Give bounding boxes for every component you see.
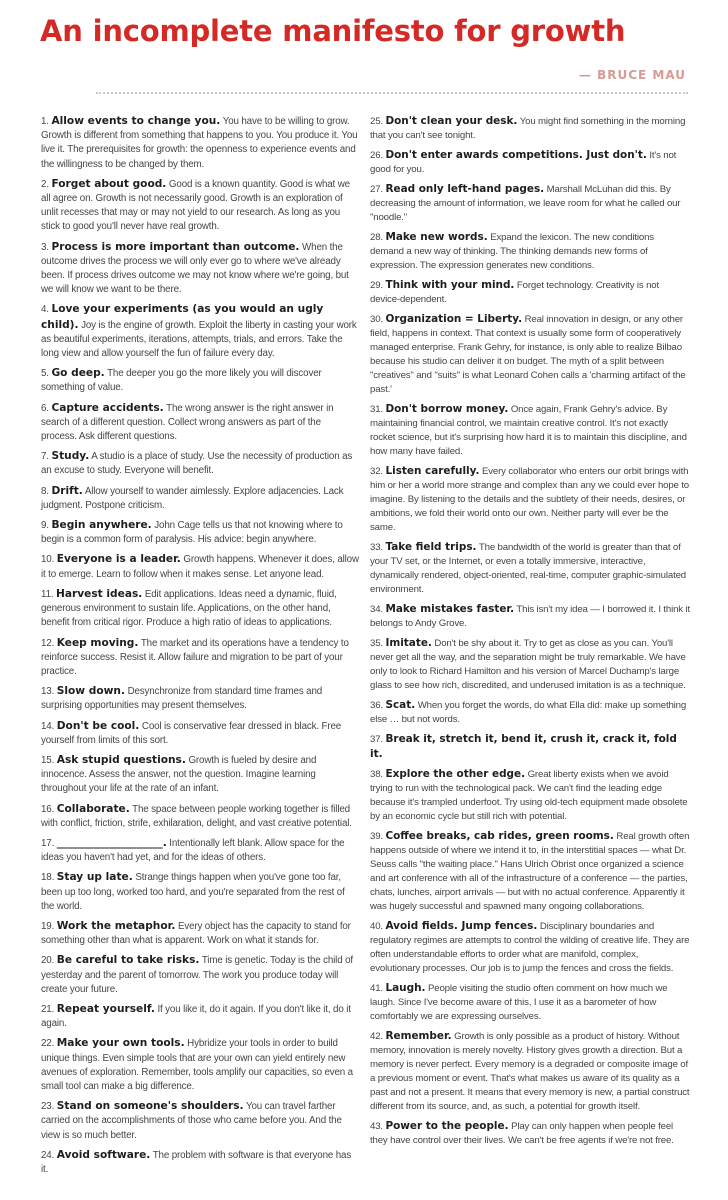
item-heading: Explore the other edge. xyxy=(385,768,526,780)
item-body: Intentionally left blank. Allow space for the ideas you haven't had yet, and for the ideas of others. xyxy=(41,837,345,864)
item-body: A studio is a place of study. Use the necessity of production as an excuse to study. Everyone will benefit. xyxy=(41,451,353,477)
manifesto-item xyxy=(370,230,690,273)
item-heading: Take field trips. xyxy=(385,541,477,553)
item-heading: Stay up late. xyxy=(56,871,133,884)
item-heading: Begin anywhere. xyxy=(51,519,152,532)
item-number: 27. xyxy=(370,184,383,195)
manifesto-item xyxy=(41,1002,359,1031)
item-heading: Make new words. xyxy=(385,231,488,243)
item-number: 43. xyxy=(370,1121,383,1132)
manifesto-item xyxy=(41,719,359,748)
item-heading: Stand on someone's shoulders. xyxy=(56,1100,244,1113)
item-body: The problem with software is that everyone has it. xyxy=(41,1149,352,1175)
item-body: When the outcome drives the process we will only ever go to where we've already been. If process drives outcome we may not know where we're going, but we will know we want to be there. xyxy=(41,241,349,296)
manifesto-item xyxy=(370,602,690,631)
manifesto-item xyxy=(41,1148,359,1177)
item-body: If you like it, do it again. If you don't like it, do it again. xyxy=(41,1003,351,1030)
item-body: This isn't my idea — I borrowed it. I think it belongs to Andy Grove. xyxy=(370,604,691,629)
item-number: 33. xyxy=(370,542,383,553)
manifesto-item xyxy=(41,587,359,631)
manifesto-item xyxy=(41,1099,359,1143)
item-heading: Remember. xyxy=(385,1030,452,1042)
item-heading: Power to the people. xyxy=(385,1120,509,1132)
item-heading: Organization = Liberty. xyxy=(385,313,523,325)
manifesto-item xyxy=(370,636,690,693)
item-body: Don't be shy about it. Try to get as close as you can. You'll never get all the way, and the separation might be truly remarkable. We have only to look to Richard Hamilton and his version of Marcel Duchamp's large glass to see how rich, discredited, and underused imitation is as a technique. xyxy=(370,638,686,691)
manifesto-item xyxy=(370,312,690,397)
manifesto-item xyxy=(41,1036,359,1094)
manifesto-item xyxy=(370,1119,690,1148)
item-body: Joy is the engine of growth. Exploit the liberty in casting your work as beautiful experiments, iterations, attempts, trials, and errors. Take the long view and allow yourself the fun of failure every day. xyxy=(41,319,357,360)
item-number: 22. xyxy=(41,1038,55,1050)
item-number: 13. xyxy=(41,686,55,698)
item-heading: Don't enter awards competitions. Just don't. xyxy=(385,149,647,161)
manifesto-item xyxy=(370,829,690,914)
manifesto-item xyxy=(370,981,690,1024)
item-heading: Go deep. xyxy=(51,367,105,380)
manifesto-item xyxy=(370,182,690,225)
item-number: 34. xyxy=(370,604,383,615)
left-column xyxy=(41,114,359,1182)
item-number: 28. xyxy=(370,232,383,243)
item-body: Real innovation in design, or any other field, happens in context. That context is usually some form of cooperatively managed enterprise. Frank Gehry, for instance, is only able to realize Bilbao because his studio can deliver it on budget. The myth of a split between "creatives" and "suits" is what Leonard Cohen calls a 'charming artifact of the past.' xyxy=(370,314,686,395)
item-heading: ____________________. xyxy=(56,836,167,849)
item-body: The wrong answer is the right answer in search of a different question. Collect wrong answers as part of the process. Ask different questions. xyxy=(41,402,334,443)
item-number: 9. xyxy=(41,520,49,532)
item-body: John Cage tells us that not knowing where to begin is a common form of paralysis. His advice: begin anywhere. xyxy=(41,520,343,546)
item-number: 14. xyxy=(41,720,55,732)
item-heading: Avoid software. xyxy=(56,1148,151,1161)
item-number: 1. xyxy=(41,116,49,127)
item-number: 32. xyxy=(370,466,383,477)
manifesto-item xyxy=(41,870,359,914)
item-body: Strange things happen when you've gone too far, been up too long, worked too hard, and you're separated from the rest of the world. xyxy=(41,872,345,912)
item-number: 26. xyxy=(370,150,383,161)
item-body: Expand the lexicon. The new conditions demand a new way of thinking. The thinking demands new forms of expression. The expression generates new conditions. xyxy=(370,232,654,271)
item-heading: Scat. xyxy=(385,699,416,711)
item-heading: Don't be cool. xyxy=(56,719,140,732)
item-heading: Drift. xyxy=(51,484,83,497)
item-number: 36. xyxy=(370,700,383,711)
item-heading: Don't clean your desk. xyxy=(385,115,518,127)
item-number: 20. xyxy=(41,955,55,967)
item-body: When you forget the words, do what Ella did: make up something else … but not words. xyxy=(370,700,687,725)
item-heading: Slow down. xyxy=(56,685,125,698)
item-heading: Laugh. xyxy=(385,982,426,994)
item-body: Edit applications. Ideas need a dynamic, fluid, generous environment to sustain life. Applications, on the other hand, benefit from critical rigor. Produce a high ratio of ideas to applications. xyxy=(41,588,337,629)
manifesto-item xyxy=(370,148,690,177)
item-number: 4. xyxy=(41,304,49,316)
item-number: 21. xyxy=(41,1003,55,1015)
item-number: 40. xyxy=(370,921,383,932)
item-body: Great liberty exists when we avoid trying to run with the technological pack. We can't find the leading edge because it's trampled underfoot. Try using old-tech equipment made obsolete by an economic cycle but still rich with potential. xyxy=(370,769,688,822)
manifesto-item xyxy=(370,698,690,727)
item-body: It's not good for you. xyxy=(370,150,677,175)
item-number: 19. xyxy=(41,920,55,932)
item-body: Real growth often happens outside of where we intend it to, in the interstitial spaces — what Dr. Seuss calls "the waiting place." Hans Ulrich Obrist once organized a science and art conference with all of the infrastructure of a conference — the parties, chats, lunches, airport arrivals — but with no actual conference. Apparently it was hugely successful and spawned many ongoing collaborations. xyxy=(370,831,690,912)
item-number: 2. xyxy=(41,178,49,190)
manifesto-item xyxy=(41,636,359,680)
manifesto-item xyxy=(370,767,690,824)
item-number: 23. xyxy=(41,1101,55,1113)
manifesto-item xyxy=(370,278,690,307)
manifesto-item xyxy=(41,401,359,445)
item-heading: Think with your mind. xyxy=(385,279,515,291)
item-body: The deeper you go the more likely you will discover something of value. xyxy=(41,368,322,394)
item-heading: Harvest ideas. xyxy=(56,587,143,600)
manifesto-item xyxy=(370,540,690,597)
item-number: 25. xyxy=(370,116,383,127)
item-number: 41. xyxy=(370,983,383,994)
item-body: Hybridize your tools in order to build unique things. Even simple tools that are your own can yield entirely new avenues of exploration. Remember, tools amplify our capacities, so even a small tool can make a big difference. xyxy=(41,1038,353,1092)
manifesto-item xyxy=(41,366,359,395)
item-body: The space between people working together is filled with conflict, friction, strife, exhilaration, delight, and vast creative potential. xyxy=(41,803,352,829)
item-number: 15. xyxy=(41,754,55,766)
item-heading: Coffee breaks, cab rides, green rooms. xyxy=(385,830,614,842)
item-heading: Avoid fields. Jump fences. xyxy=(385,920,538,932)
item-body: Desynchronize from standard time frames and surprising opportunities may present themselves. xyxy=(41,686,323,712)
item-heading: Collaborate. xyxy=(56,802,130,815)
item-heading: Capture accidents. xyxy=(51,401,164,414)
item-number: 18. xyxy=(41,872,55,884)
item-heading: Read only left-hand pages. xyxy=(385,183,545,195)
item-number: 35. xyxy=(370,638,383,649)
manifesto-item xyxy=(41,240,359,298)
item-number: 10. xyxy=(41,554,55,566)
item-number: 31. xyxy=(370,404,383,415)
page-title: An incomplete manifesto for growth xyxy=(40,14,626,48)
right-column xyxy=(370,114,690,1153)
item-number: 38. xyxy=(370,769,383,780)
item-heading: Forget about good. xyxy=(51,177,167,190)
manifesto-item xyxy=(41,552,359,581)
item-body: Cool is conservative fear dressed in black. Free yourself from limits of this sort. xyxy=(41,720,342,746)
item-body: Good is a known quantity. Good is what we all agree on. Growth is not necessarily good. Growth is an exploration of unlit recesses that may or may not yield to our research. As long as you stick to good you'll never have real growth. xyxy=(41,178,350,233)
manifesto-item xyxy=(41,449,359,478)
item-heading: Don't borrow money. xyxy=(385,403,509,415)
item-body: People visiting the studio often comment on how much we laugh. Since I've become aware of this, I use it as a barometer of how comfortably we are expressing ourselves. xyxy=(370,983,668,1022)
item-number: 16. xyxy=(41,803,55,815)
item-heading: Make your own tools. xyxy=(56,1037,185,1050)
manifesto-item xyxy=(370,402,690,459)
manifesto-item xyxy=(41,953,359,997)
item-number: 8. xyxy=(41,485,49,497)
item-heading: Be careful to take risks. xyxy=(56,954,200,967)
item-body: Allow yourself to wander aimlessly. Explore adjacencies. Lack judgment. Postpone criticism. xyxy=(41,485,344,511)
item-body: Growth is fueled by desire and innocence. Assess the answer, not the question. Imagine learning throughout your life at the rate of an infant. xyxy=(41,754,317,795)
manifesto-item xyxy=(41,753,359,797)
item-body: Marshall McLuhan did this. By decreasing the amount of information, we leave room for what he called our "noodle." xyxy=(370,184,681,223)
manifesto-item xyxy=(41,684,359,713)
item-heading: Break it, stretch it, bend it, crush it, crack it, fold it. xyxy=(370,733,677,760)
manifesto-item xyxy=(370,732,690,762)
item-body: Once again, Frank Gehry's advice. By maintaining financial control, we maintain creative control. It's not exactly rocket science, but it's surprising how hard it is to maintain this discipline, and how many have failed. xyxy=(370,404,687,457)
item-heading: Keep moving. xyxy=(56,636,139,649)
manifesto-item xyxy=(41,919,359,948)
manifesto-item xyxy=(41,302,359,361)
author-credit: — BRUCE MAU xyxy=(578,68,686,82)
item-body: The bandwidth of the world is greater than that of your TV set, or the Internet, or even a totally immersive, interactive, dynamically rendered, object-oriented, real-time, computer graphic-simulated environment. xyxy=(370,542,687,595)
item-body: Every object has the capacity to stand for something other than what is apparent. Work on what it stands for. xyxy=(41,920,351,947)
manifesto-item xyxy=(370,464,690,535)
item-heading: Listen carefully. xyxy=(385,465,480,477)
item-heading: Imitate. xyxy=(385,637,432,649)
item-body: Growth is only possible as a product of history. Without memory, innovation is merely novelty. History gives growth a direction. But a memory is never perfect. Every memory is a degraded or composite image of a previous moment or event. That's what makes us aware of its quality as a past and not a present. It means that every memory is new, a partial construct different from its source, and, as such, a potential for growth itself. xyxy=(370,1031,690,1112)
item-heading: Ask stupid questions. xyxy=(56,753,186,766)
item-number: 12. xyxy=(41,637,55,649)
item-heading: Allow events to change you. xyxy=(51,115,221,127)
item-heading: Work the metaphor. xyxy=(56,919,176,932)
manifesto-item xyxy=(41,836,359,865)
manifesto-item xyxy=(41,484,359,513)
manifesto-item xyxy=(370,919,690,976)
item-body: You might find something in the morning that you can't see tonight. xyxy=(370,116,686,141)
item-body: Play can only happen when people feel they have control over their lives. We can't be free agents if we're not free. xyxy=(370,1121,674,1146)
item-heading: Repeat yourself. xyxy=(56,1002,155,1015)
item-number: 29. xyxy=(370,280,383,291)
item-body: Every collaborator who enters our orbit brings with him or her a world more strange and complex than any we could ever hope to imagine. By listening to the details and the subtlety of their needs, desires, or ambitions, we fold their world onto our own. Neither party will ever be the same. xyxy=(370,466,690,533)
item-body: You can travel farther carried on the accomplishments of those who came before you. And the view is so much better. xyxy=(41,1101,342,1141)
item-number: 24. xyxy=(41,1149,55,1161)
item-number: 37. xyxy=(370,734,383,745)
item-body: The market and its operations have a tendency to reinforce success. Resist it. Allow failure and migration to be part of your practice. xyxy=(41,637,349,677)
item-body: Disciplinary boundaries and regulatory regimes are attempts to control the wilding of creative life. They are often understandable efforts to order what are manifold, complex, evolutionary processes. Our job is to jump the fences and cross the fields. xyxy=(370,921,690,974)
manifesto-item xyxy=(41,802,359,831)
manifesto-item xyxy=(41,518,359,547)
item-number: 11. xyxy=(41,588,54,600)
item-number: 5. xyxy=(41,368,49,380)
item-number: 7. xyxy=(41,451,49,463)
manifesto-item xyxy=(370,1029,690,1114)
item-heading: Process is more important than outcome. xyxy=(51,240,300,253)
item-number: 39. xyxy=(370,831,383,842)
item-number: 30. xyxy=(370,314,383,325)
item-number: 3. xyxy=(41,241,49,253)
dotted-divider xyxy=(96,92,688,94)
item-body: Growth happens. Whenever it does, allow it to emerge. Learn to follow when it makes sense. Let anyone lead. xyxy=(41,554,359,580)
manifesto-item xyxy=(370,114,690,143)
item-heading: Love your experiments (as you would an ugly child). xyxy=(41,303,324,331)
item-body: Time is genetic. Today is the child of yesterday and the parent of tomorrow. The work you produce today will create your future. xyxy=(41,955,353,995)
manifesto-item xyxy=(41,114,359,172)
manifesto-item xyxy=(41,177,359,235)
item-number: 42. xyxy=(370,1031,383,1042)
item-body: You have to be willing to grow. Growth is different from something that happens to you. You produce it. You live it. The prerequisites for growth: the openness to experience events and the willingness to be changed by them. xyxy=(41,116,358,170)
item-number: 17. xyxy=(41,837,55,849)
item-heading: Everyone is a leader. xyxy=(56,553,181,566)
item-body: Forget technology. Creativity is not device-dependent. xyxy=(370,280,659,305)
item-heading: Study. xyxy=(51,450,90,463)
item-number: 6. xyxy=(41,402,49,414)
item-heading: Make mistakes faster. xyxy=(385,603,515,615)
